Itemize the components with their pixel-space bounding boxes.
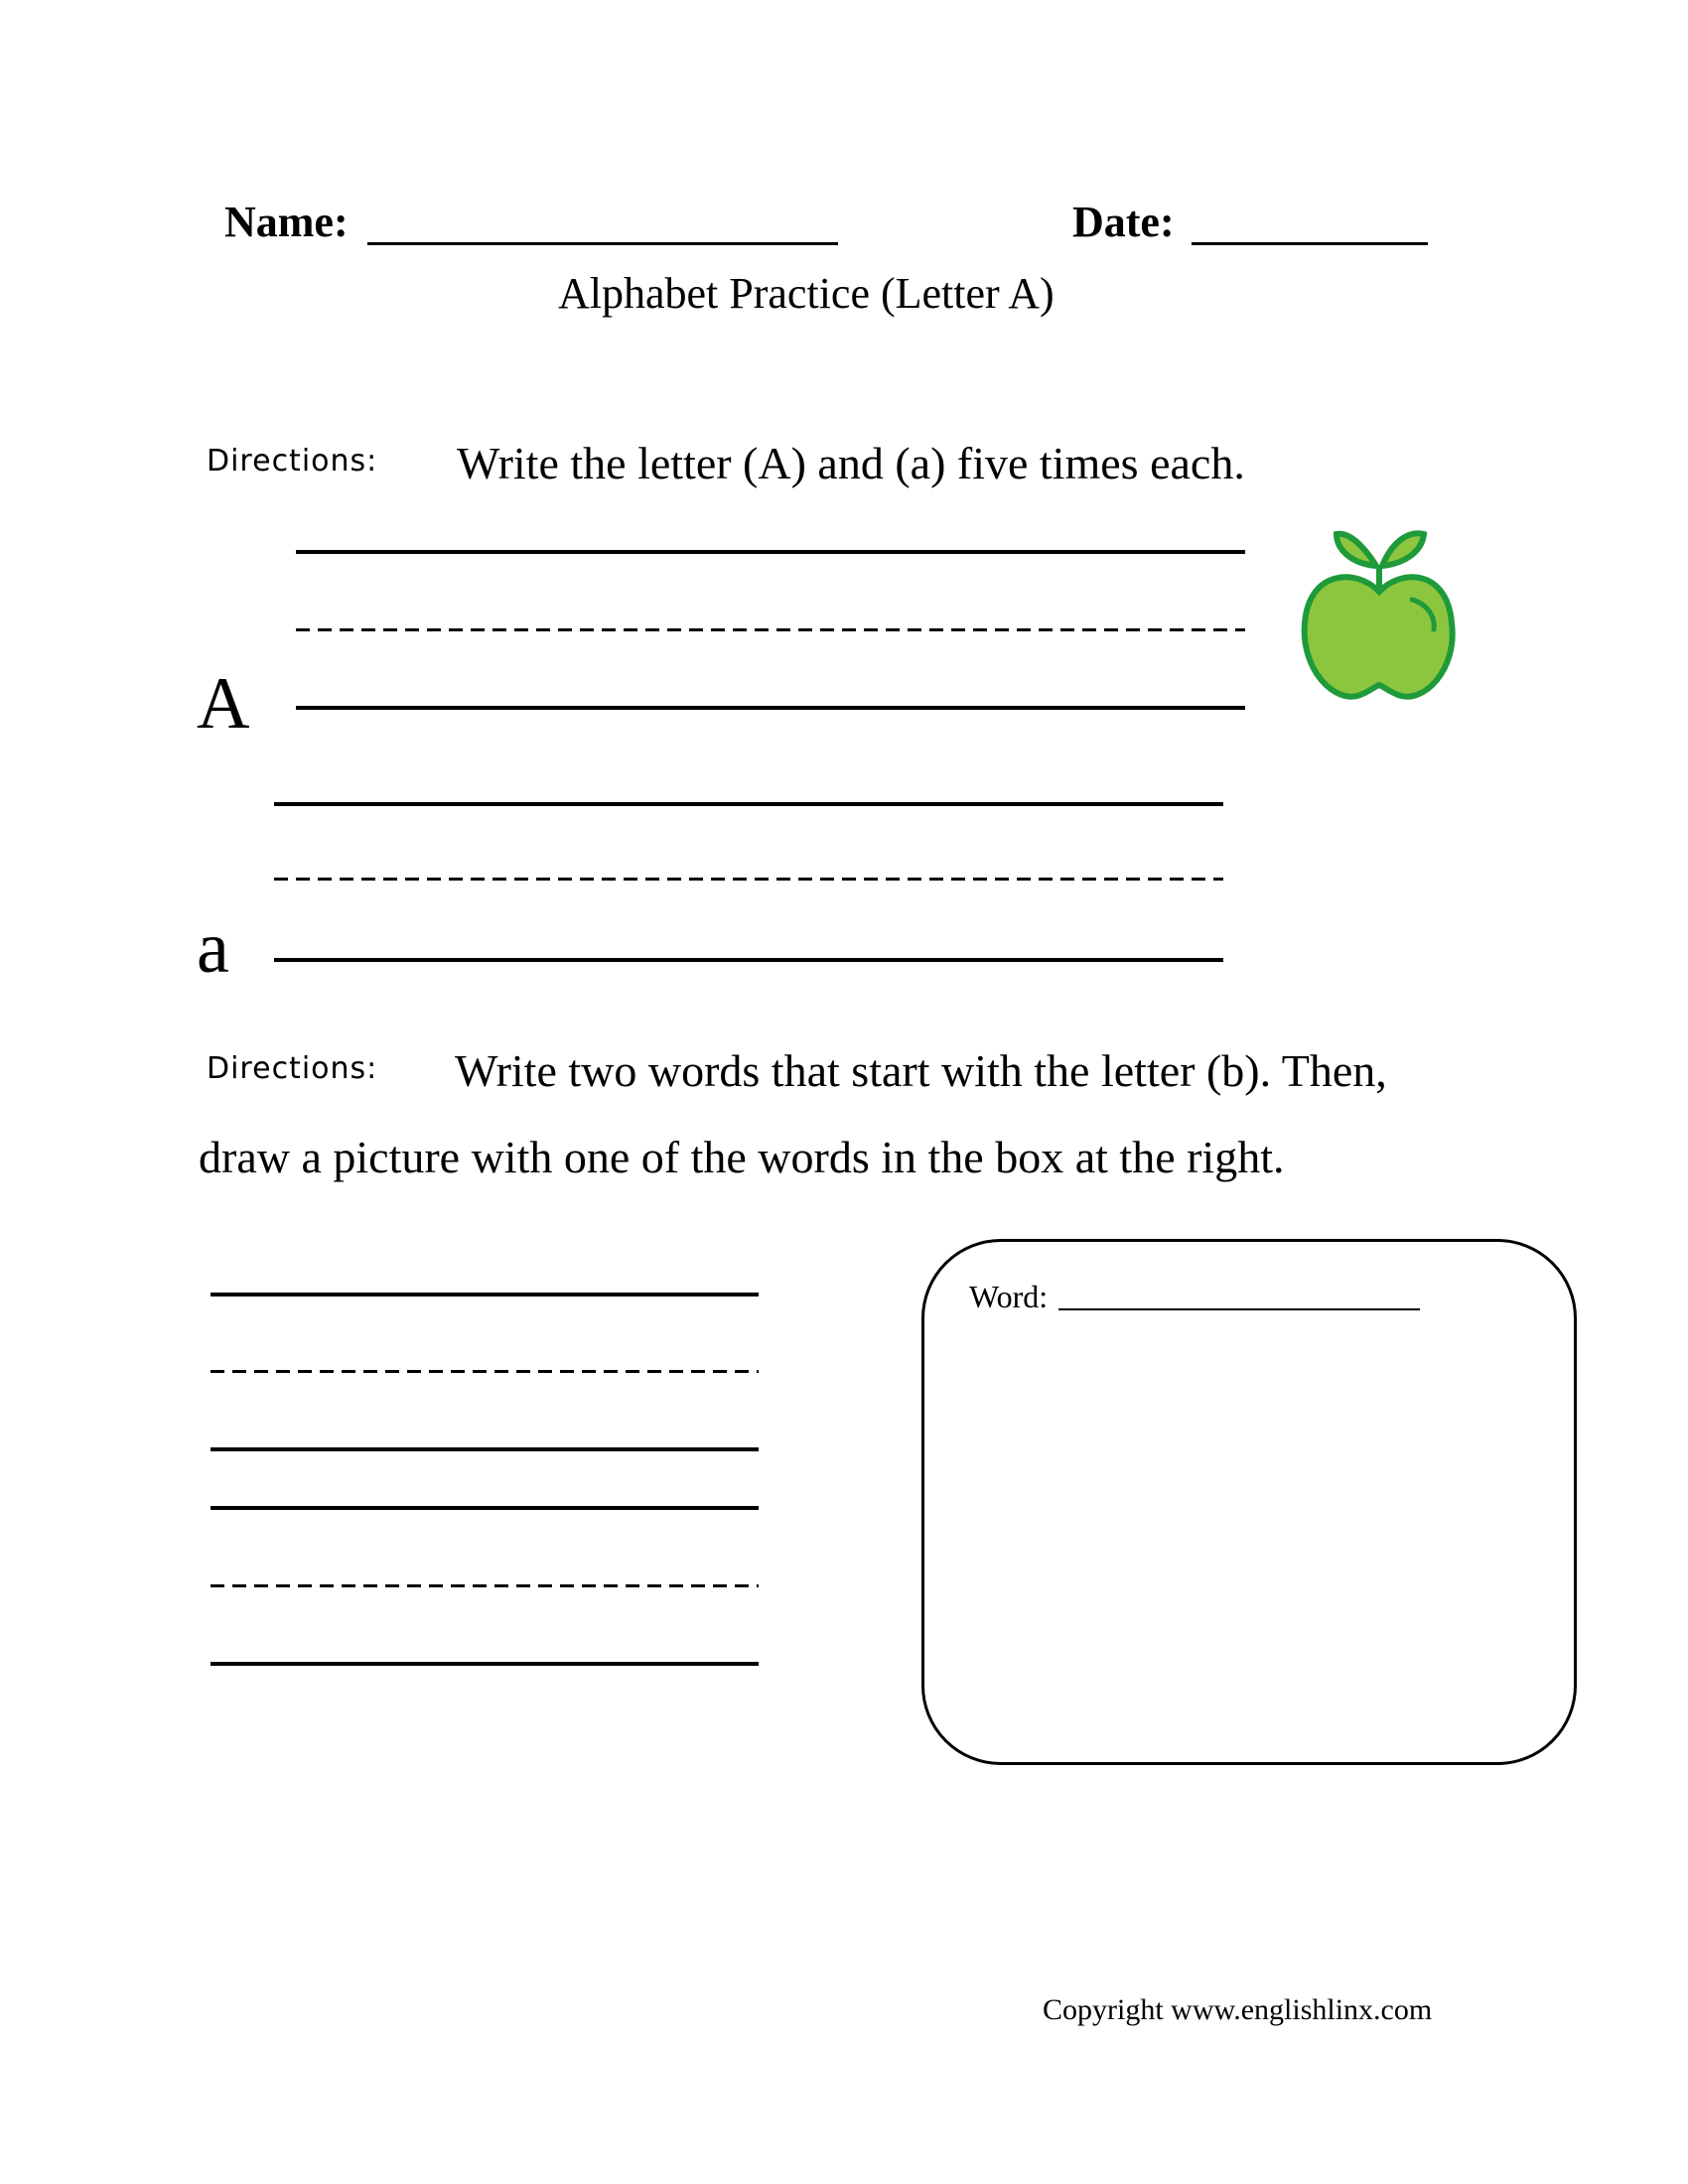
word2-top-line[interactable]: [211, 1506, 759, 1510]
uppercase-base-line[interactable]: [296, 706, 1245, 710]
word1-base-line[interactable]: [211, 1447, 759, 1451]
uppercase-top-line[interactable]: [296, 550, 1245, 554]
directions-text-1: Write the letter (A) and (a) five times each.: [457, 438, 1245, 488]
lowercase-letter: a: [197, 907, 229, 989]
uppercase-letter: A: [197, 663, 250, 745]
word2-mid-line[interactable]: [211, 1584, 759, 1587]
lowercase-mid-line[interactable]: [274, 878, 1223, 881]
name-label: Name:: [224, 198, 349, 246]
date-label: Date:: [1072, 198, 1175, 246]
word-field[interactable]: [1058, 1308, 1420, 1310]
lowercase-top-line[interactable]: [274, 802, 1223, 806]
lowercase-base-line[interactable]: [274, 958, 1223, 962]
page-title: Alphabet Practice (Letter A): [558, 269, 1055, 318]
word2-base-line[interactable]: [211, 1662, 759, 1666]
directions-label-2: Directions:: [207, 1051, 378, 1086]
word1-mid-line[interactable]: [211, 1370, 759, 1373]
word-label: Word:: [969, 1279, 1049, 1314]
directions-text-2-line1: Write two words that start with the letter (b). Then,: [455, 1045, 1387, 1096]
copyright: Copyright www.englishlinx.com: [1043, 1993, 1433, 2026]
word1-top-line[interactable]: [211, 1293, 759, 1297]
name-field[interactable]: [367, 242, 838, 245]
directions-label-1: Directions:: [207, 444, 378, 478]
uppercase-mid-line[interactable]: [296, 628, 1245, 631]
date-field[interactable]: [1192, 242, 1428, 245]
drawing-box[interactable]: [921, 1239, 1577, 1765]
apple-icon: [1291, 506, 1466, 705]
directions-text-2-line2: draw a picture with one of the words in the box at the right.: [199, 1132, 1285, 1182]
